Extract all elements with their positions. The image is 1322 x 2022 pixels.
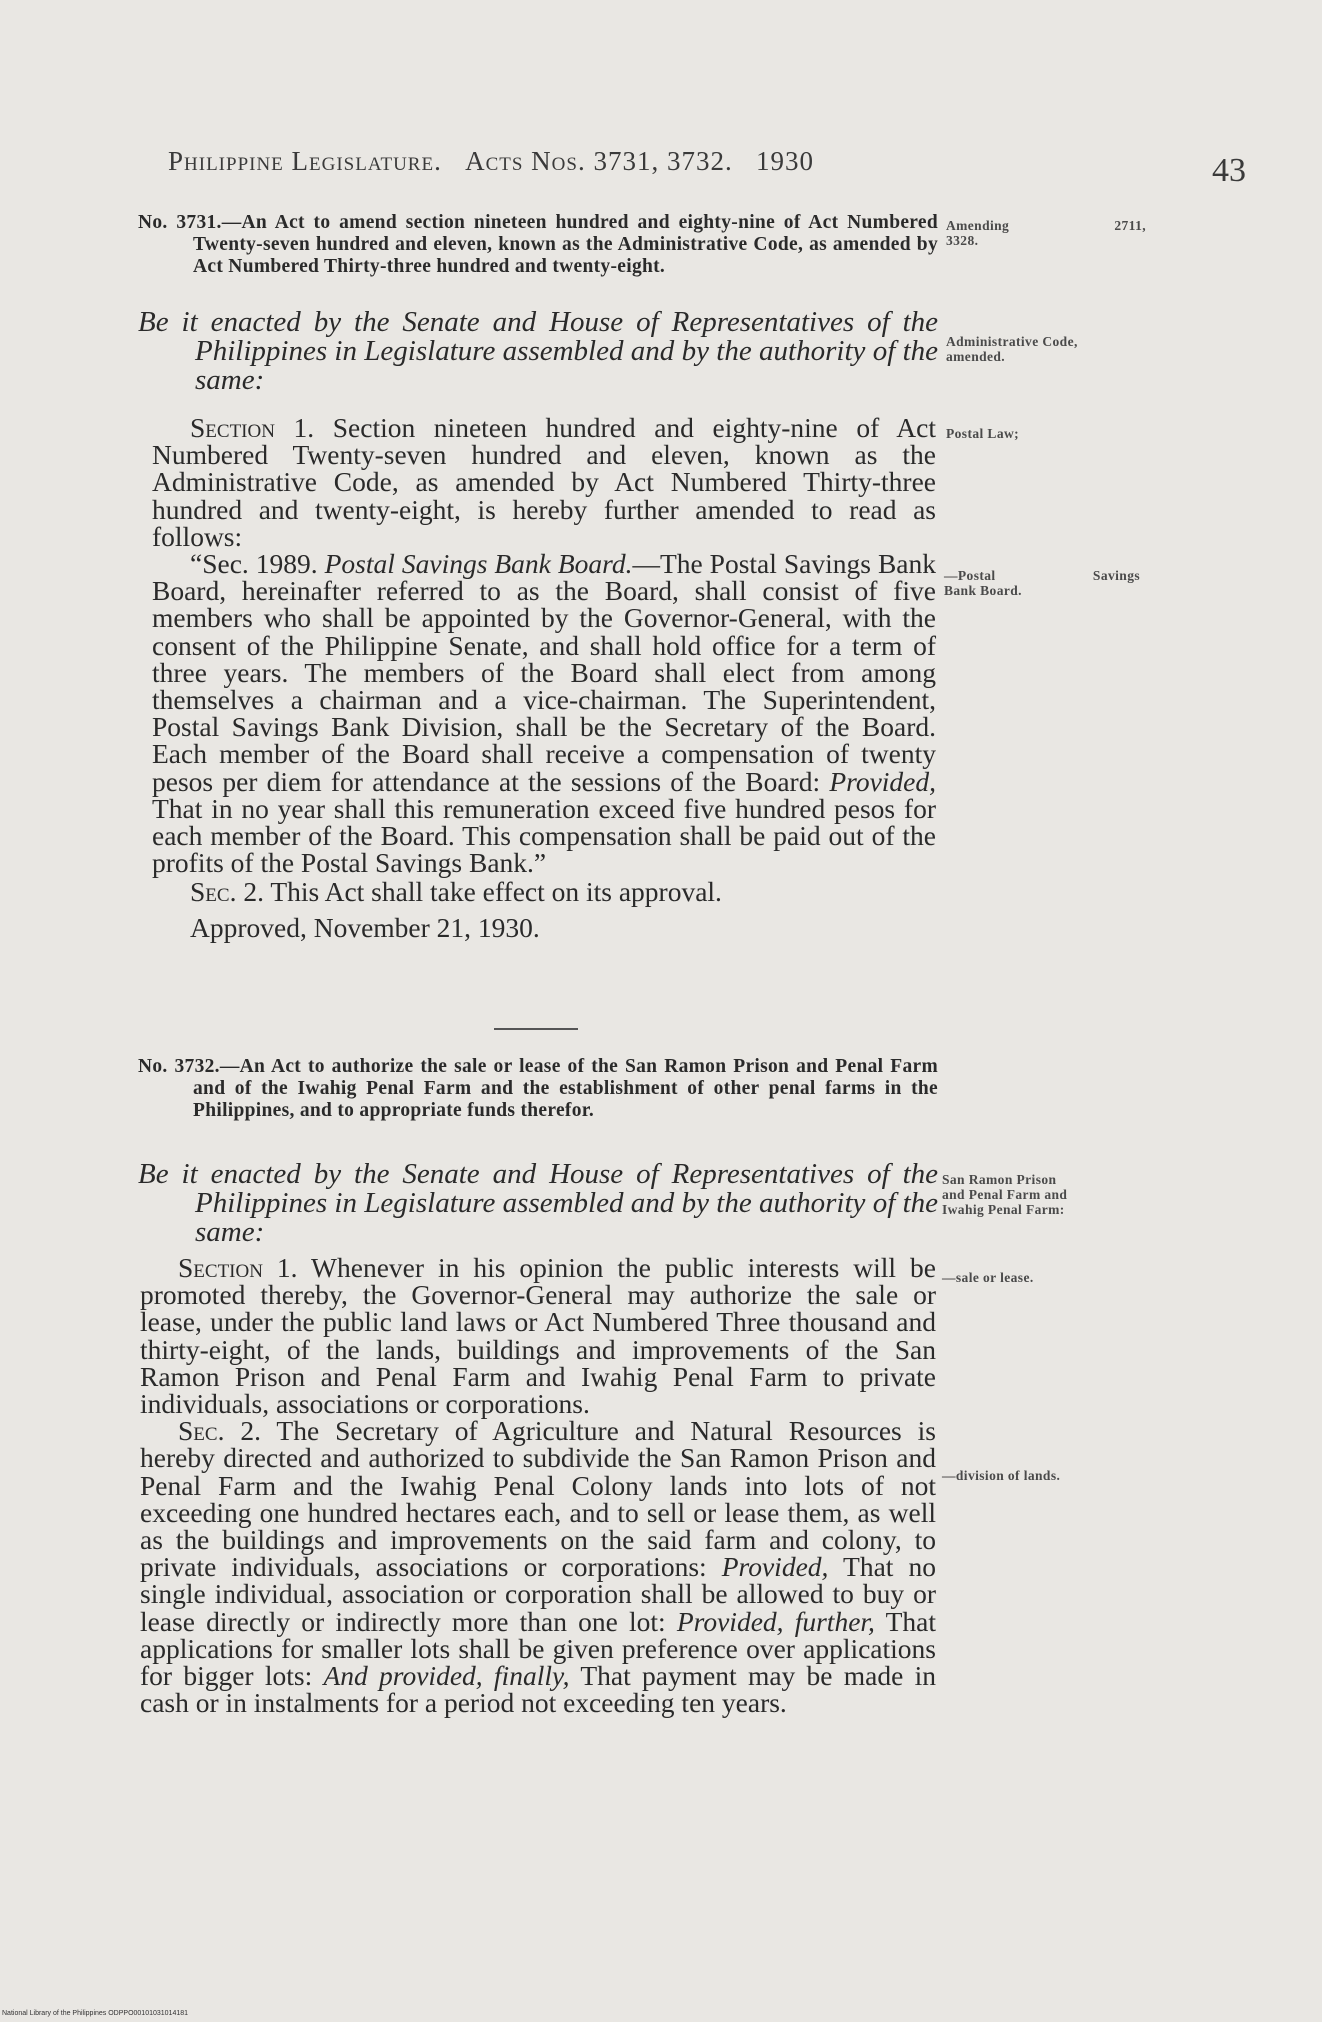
act-3732-enacting-clause: Be it enacted by the Senate and House of Representatives of the Philippines in Legislature assembled and by the authority of the same: [138,1158,938,1248]
act-3731-title: No. 3731.—An Act to amend section nineteen hundred and eighty-nine of Act Numbered Twenty-seven hundred and eleven, known as the Administrative Code, as amended by Act Numbered Thirty-three hundred and twenty-eight. [138,212,938,277]
proviso-1: Provided, [721,1551,829,1583]
margin-note-postal-savings-c: Bank Board. [944,583,1022,598]
margin-note-postal-savings [944,568,1140,598]
margin-note-admin-code-1: Administrative Code, [946,334,1078,349]
act-3731-enacting-clause: Be it enacted by the Senate and House of Representatives of the Philippines in Legislature assembled and by the authority of the same: [138,306,938,396]
acts-numbers: Acts Nos. 3731, 3732. [465,146,733,176]
page-number: 43 [1212,152,1246,189]
margin-note-postal-savings-a: —Postal [944,568,996,583]
margin-note-san-ramon-3: Iwahig Penal Farm: [942,1202,1065,1217]
running-title: Philippine Legislature. [168,146,442,176]
section-text: Whenever in his opinion the public interests will be promoted thereby, the Governor-General may authorize the sale or lease, under the public land laws or Act Numbered Three thousand and thirty-eight, of the lands, buildings and improvements of the San Ramon Prison and Penal Farm and Iwahig Penal Farm to private individuals, associations or corporations. [140,1252,936,1420]
quote-text-2: That in no year shall this remuneration exceed five hundred pesos for each member of the Board. This compensation shall be paid out of the profits of the Postal Savings Bank.” [152,792,936,879]
margin-note-amending [946,218,1146,248]
section-label: Sec. 2. [178,1415,261,1447]
proviso-3: And provided, finally, [323,1660,570,1692]
act-3731-approval: Approved, November 21, 1930. [190,911,540,943]
quote-text-1: —The Postal Savings Bank Board, hereinafter referred to as the Board, shall consist of five members who shall be appointed by the Governor-General, with the consent of the Philippine Senate, and shall hold office for a term of three years. The members of the Board shall elect from among themselves a chairman and a vice-chairman. The Superintendent, Postal Savings Bank Division, shall be the Secretary of the Board. Each member of the Board shall receive a compensation of twenty pesos per diem for attendance at the sessions of the Board: [152,548,936,797]
margin-note-sale-lease: —sale or lease. [942,1270,1034,1285]
margin-note-amending-c: 3328. [946,233,979,248]
section-text: This Act shall take effect on its approval. [270,876,722,908]
margin-note-division: —division of lands. [942,1468,1061,1483]
margin-note-amending-b: 2711, [1114,218,1146,233]
act-3732-section-1 [140,1252,936,1420]
section-label: Sec. 2. [190,876,264,908]
act-3732-body [140,1252,937,1719]
act-3732-title-block [138,1056,938,1122]
scan-credit: National Library of the Philippines ODPPO00101031014181 [2,2010,189,2017]
section-text-1: The Secretary of Agriculture and Natural Resources is hereby directed and authorized to subdivide the San Ramon Prison and Penal Farm and the Iwahig Penal Colony lands into lots of not exceeding one hundred hectares each, and to sell or lease them, as well as the buildings and improvements on the said farm and colony, to private individuals, associations or corporations: [140,1415,936,1583]
act-3731-quoted-section [152,548,937,879]
margin-note-postal-law: Postal Law; [946,426,1020,441]
act-3731-enacting-block [138,308,938,395]
act-3731-title-block [138,212,938,278]
margin-note-san-ramon [942,1172,1132,1217]
header-year: 1930 [755,146,814,176]
proviso-2: Provided, further, [676,1605,875,1637]
quote-proviso: Provided, [829,765,937,797]
running-header [168,146,938,177]
section-divider [494,1028,578,1030]
margin-note-admin-code [946,334,1146,364]
act-3731-section-2 [152,876,936,908]
quote-heading: Postal Savings Bank Board. [324,548,633,580]
margin-note-san-ramon-1: San Ramon Prison [942,1172,1057,1187]
section-text-4: That payment may be made in cash or in instalments for a period not exceeding ten years. [140,1660,936,1719]
section-label: Section 1. [190,412,315,443]
act-3731-body [152,414,936,941]
act-3731-section-1 [152,414,936,550]
section-text-2: That no single individual, association or corporation shall be allowed to buy or lease directly or indirectly more than one lot: [140,1551,936,1637]
section-text-3: That applications for smaller lots shall be given preference over applications for bigger lots: [140,1605,937,1692]
act-3732-section-2 [140,1415,937,1719]
section-label: Section 1. [178,1252,298,1283]
margin-note-postal-savings-b: Savings [1092,568,1140,583]
act-3732-title: No. 3732.—An Act to authorize the sale or lease of the San Ramon Prison and Penal Farm and of the Iwahig Penal Farm and the establishment of other penal farms in the Philippines, and to appropriate funds therefor. [138,1056,938,1121]
section-text: Section nineteen hundred and eighty-nine of Act Numbered Twenty-seven hundred and eleven, known as the Administrative Code, as amended by Act Numbered Thirty-three hundred and twenty-eight, is hereby further amended to read as follows: [152,412,936,552]
act-3732-enacting-block [138,1160,938,1247]
margin-note-admin-code-2: amended. [946,349,1006,364]
margin-note-amending-a: Amending [946,218,1010,233]
margin-note-san-ramon-2: and Penal Farm and [942,1187,1068,1202]
quote-label: “Sec. 1989. [190,548,318,580]
